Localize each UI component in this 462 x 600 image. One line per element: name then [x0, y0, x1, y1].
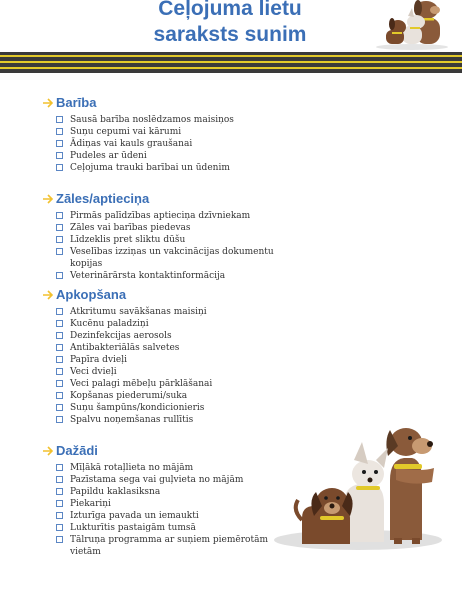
item-label: Zāles vai barības piedevas	[70, 223, 191, 233]
checkbox-icon[interactable]	[56, 332, 63, 339]
checklist-item	[56, 234, 296, 246]
section-header	[42, 191, 342, 209]
item-label: Tālruņa programma ar suņiem piemērotām vietām	[70, 535, 268, 557]
arrow-right-icon	[42, 97, 54, 109]
item-label: Mīļākā rotaļlieta no mājām	[70, 463, 194, 473]
item-label: Veterinārārsta kontaktinformācija	[70, 271, 226, 281]
item-label: Atkritumu savākšanas maisiņi	[70, 307, 207, 317]
item-label: Ceļojuma trauki barībai un ūdenim	[70, 163, 230, 173]
checkbox-icon[interactable]	[56, 116, 63, 123]
checklist-item	[56, 534, 296, 558]
arrow-right-icon	[42, 193, 54, 205]
checklist-item	[56, 462, 296, 474]
item-label: Veci dvieļi	[70, 367, 117, 377]
checkbox-icon[interactable]	[56, 380, 63, 387]
checkbox-icon[interactable]	[56, 512, 63, 519]
section-medicine	[42, 191, 342, 281]
checklist-item	[56, 114, 296, 126]
item-label: Veci palagi mēbeļu pārklāšanai	[70, 379, 213, 389]
checkbox-icon[interactable]	[56, 140, 63, 147]
section-title: Dažādi	[56, 443, 98, 458]
item-label: Suņu šampūns/kondicionieris	[70, 403, 205, 413]
item-label: Izturīga pavada un iemaukti	[70, 511, 199, 521]
checkbox-icon[interactable]	[56, 392, 63, 399]
checkbox-icon[interactable]	[56, 236, 63, 243]
checklist-item	[56, 138, 296, 150]
checklist-item	[56, 126, 296, 138]
checkbox-icon[interactable]	[56, 488, 63, 495]
checklist-item	[56, 210, 296, 222]
item-label: Papīra dvieļi	[70, 355, 127, 365]
checkbox-icon[interactable]	[56, 152, 63, 159]
checkbox-icon[interactable]	[56, 308, 63, 315]
checklist-item	[56, 498, 296, 510]
item-label: Antibakteriālās salvetes	[70, 343, 180, 353]
checklist	[56, 210, 296, 282]
checkbox-icon[interactable]	[56, 404, 63, 411]
item-label: Piekariņi	[70, 499, 111, 509]
section-grooming	[42, 287, 342, 425]
item-label: Pazīstama sega vai guļvieta no mājām	[70, 475, 244, 485]
checkbox-icon[interactable]	[56, 164, 63, 171]
item-label: Dezinfekcijas aerosols	[70, 331, 172, 341]
checklist	[56, 462, 296, 558]
checkbox-icon[interactable]	[56, 344, 63, 351]
item-label: Pudeles ar ūdeni	[70, 151, 147, 161]
checkbox-icon[interactable]	[56, 356, 63, 363]
checklist-item	[56, 486, 296, 498]
item-label: Ādiņas vai kauls graušanai	[70, 139, 193, 149]
checkbox-icon[interactable]	[56, 416, 63, 423]
page-title	[95, 0, 365, 48]
checklist	[56, 306, 296, 426]
checklist-item	[56, 162, 296, 174]
item-label: Lukturītis pastaigām tumsā	[70, 523, 196, 533]
checklist-item	[56, 354, 296, 366]
dogs-illustration-small	[372, 0, 462, 50]
header-stripes	[0, 52, 462, 74]
checkbox-icon[interactable]	[56, 476, 63, 483]
checklist-item	[56, 246, 296, 270]
checklist-item	[56, 402, 296, 414]
checkbox-icon[interactable]	[56, 320, 63, 327]
title-line-2: saraksts sunim	[153, 23, 307, 46]
checklist-item	[56, 222, 296, 234]
checkbox-icon[interactable]	[56, 536, 63, 543]
item-label: Spalvu noņemšanas rullītis	[70, 415, 194, 425]
checklist-item	[56, 414, 296, 426]
dogs-illustration	[272, 420, 447, 552]
checklist-item	[56, 510, 296, 522]
section-header	[42, 287, 342, 305]
item-label: Papildu kaklasiksna	[70, 487, 161, 497]
item-label: Suņu cepumi vai kārumi	[70, 127, 182, 137]
item-label: Sausā barība noslēdzamos maisiņos	[70, 115, 234, 125]
checklist-item	[56, 366, 296, 378]
section-title: Barība	[56, 95, 97, 110]
checkbox-icon[interactable]	[56, 224, 63, 231]
checklist-item	[56, 522, 296, 534]
checkbox-icon[interactable]	[56, 500, 63, 507]
checklist-item	[56, 390, 296, 402]
checklist-item	[56, 150, 296, 162]
section-header	[42, 95, 342, 113]
arrow-right-icon	[42, 445, 54, 457]
checklist-item	[56, 318, 296, 330]
checklist-item	[56, 342, 296, 354]
title-line-1: Ceļojuma lietu	[158, 0, 302, 20]
checklist-item	[56, 330, 296, 342]
checkbox-icon[interactable]	[56, 272, 63, 279]
checklist-item	[56, 378, 296, 390]
section-food	[42, 95, 342, 173]
item-label: Pirmās palīdzības aptieciņa dzīvniekam	[70, 211, 251, 221]
checklist-item	[56, 474, 296, 486]
checkbox-icon[interactable]	[56, 524, 63, 531]
section-title: Apkopšana	[56, 287, 127, 302]
checkbox-icon[interactable]	[56, 212, 63, 219]
checklist-item	[56, 306, 296, 318]
item-label: Kucēnu paladziņi	[70, 319, 149, 329]
item-label: Līdzeklis pret sliktu dūšu	[70, 235, 186, 245]
checklist-item	[56, 270, 296, 282]
arrow-right-icon	[42, 289, 54, 301]
section-title: Zāles/aptieciņa	[56, 191, 150, 206]
checkbox-icon[interactable]	[56, 128, 63, 135]
checkbox-icon[interactable]	[56, 464, 63, 471]
checkbox-icon[interactable]	[56, 368, 63, 375]
item-label: Kopšanas piederumi/suka	[70, 391, 188, 401]
checkbox-icon[interactable]	[56, 248, 63, 255]
item-label: Veselības izziņas un vakcinācijas dokumentu kopijas	[70, 247, 274, 269]
checklist	[56, 114, 296, 174]
